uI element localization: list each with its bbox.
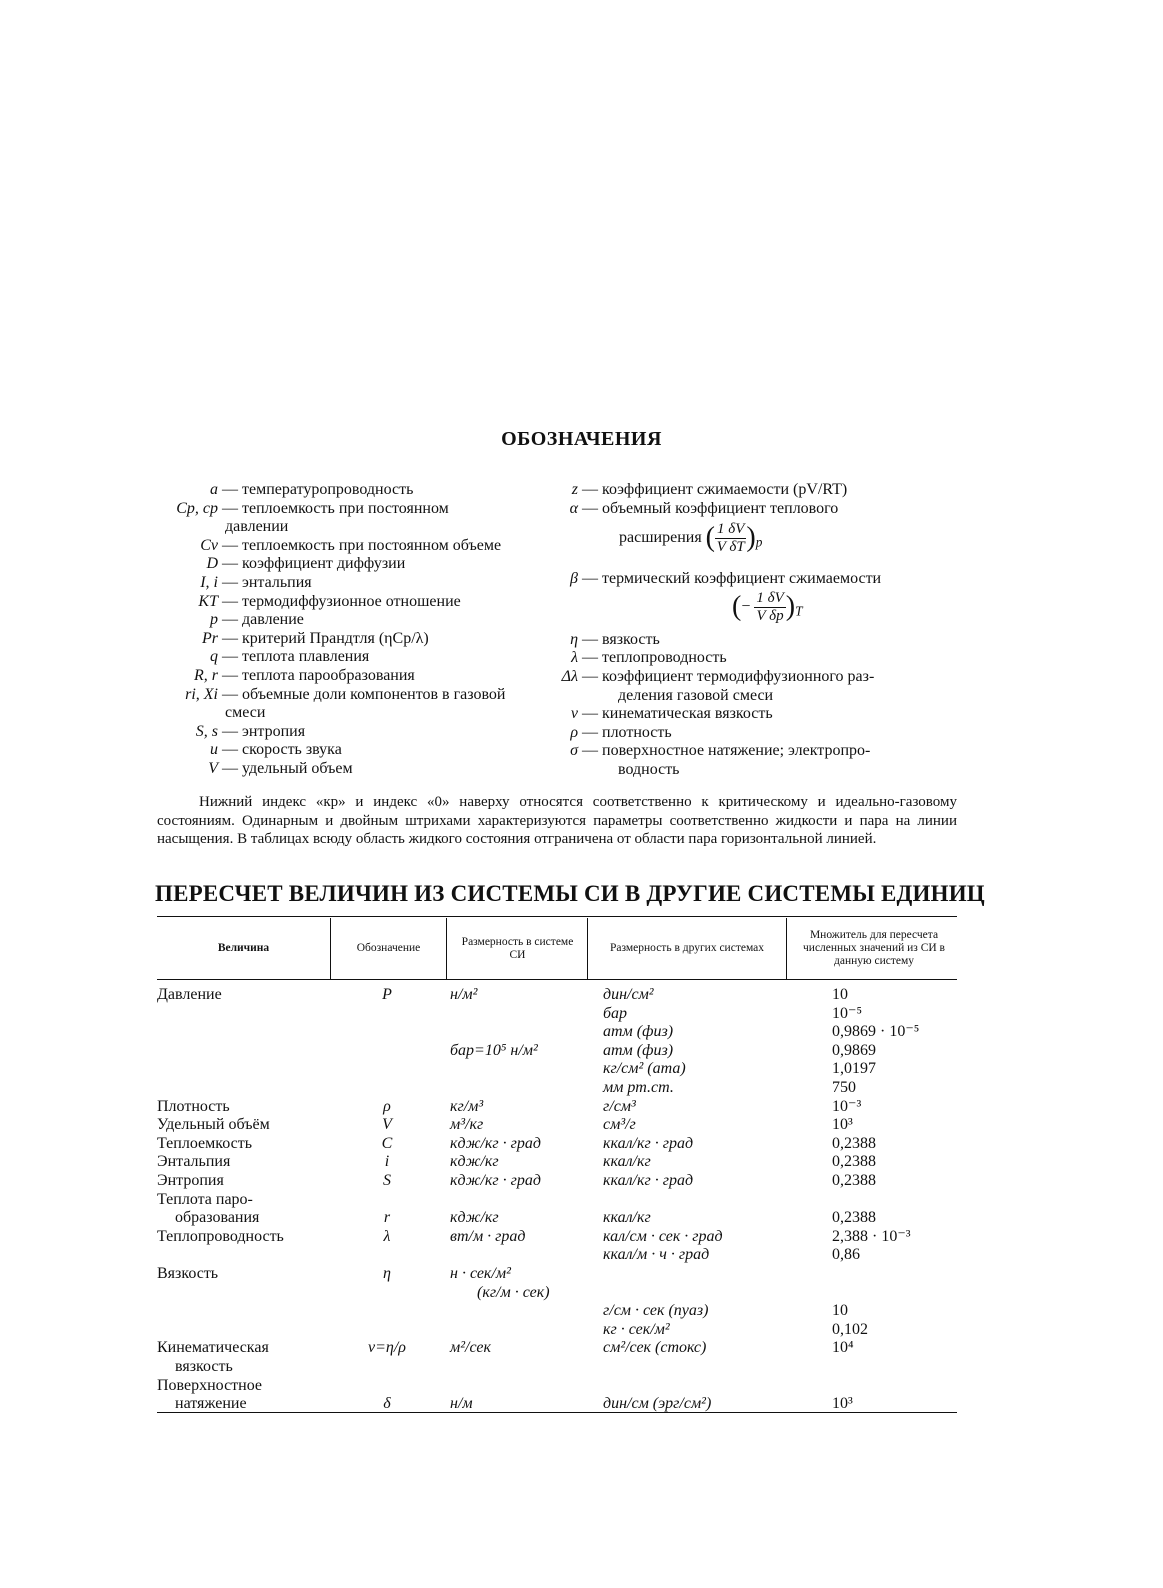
table-cell-f: 10³ [832,1116,853,1134]
table-header-cell: Множитель для пересчета численных значений из СИ в данную систему [803,929,945,967]
table-cell-q: Поверхностное [157,1376,263,1394]
table-cell-other: бар [603,1004,628,1022]
notation-item: Cp, cp — теплоемкость при постоянном [176,499,449,517]
notation-paragraph: Нижний индекс «кр» и индекс «0» наверху относятся соответственно к критическому и идеально-газовому состояниям. Одинарным и двойным штрихами характеризуются параметры соответственно жидкости и пара на линии насыщения. В таблицах всюду область жидкого состояния отграничена от области пара горизонтальной линией. [157,794,957,848]
table-cell-other: атм (физ) [603,1041,674,1059]
notation-item: ρ — плотность [570,724,672,741]
table-cell-si: вт/м · град [450,1227,526,1245]
conversion-title: ПЕРЕСЧЕТ ВЕЛИЧИН ИЗ СИСТЕМЫ СИ В ДРУГИЕ СИСТЕМЫ ЕДИНИЦ [155,881,985,906]
table-row [157,1135,957,1154]
table-row [157,1302,957,1321]
table-cell-f: 0,2388 [832,1172,876,1189]
table-cell-q: Кинематическая [157,1339,269,1357]
table-row [157,1191,957,1210]
table-cell-si: кдж/кг [450,1153,499,1171]
notation-item: KT — термодиффузионное отношение [198,592,461,610]
notation-item: V — удельный объем [208,760,353,777]
notation-formula: расширения ( $\frac{1 \delta V}{\text{V δT}}$ )$_p$ [619,521,763,555]
table-cell-f: 10³ [832,1395,853,1413]
table-cell-other: мм рт.ст. [603,1079,674,1096]
notation-item: деления газовой смеси [618,687,774,704]
table-cell-f: 0,2388 [832,1209,876,1227]
table-cell-f: 10 [832,986,848,1003]
table-cell-q: Энтропия [157,1172,224,1189]
table-cell-other: ккал/м · ч · град [603,1246,710,1264]
notation-item: I, i — энтальпия [200,574,312,591]
table-row [157,1265,957,1284]
table-cell-f: 10⁻⁵ [832,1004,863,1022]
notation-item: смеси [225,704,266,722]
table-row [157,1098,957,1117]
table-row [157,1005,957,1024]
table-divider [587,918,588,979]
table-cell-q: Теплоемкость [157,1134,252,1152]
table-cell-si: бар=10⁵ н/м² [450,1041,538,1059]
notation-item: Pr — критерий Прандтля (ηCp/λ) [202,629,429,647]
table-cell-other: ккал/кг · град [603,1172,694,1189]
table-row [157,1321,957,1340]
table-cell-s: δ [383,1395,391,1413]
table-cell-other: г/см³ [603,1097,636,1115]
notation-item: ν — кинематическая вязкость [570,705,773,722]
table-top-rule [157,916,957,917]
table-header-cell: Размерность в системе СИ [461,935,574,961]
table-cell-q: Теплота паро- [157,1190,253,1208]
table-cell-other: кг · сек/м² [603,1320,670,1338]
table-row [157,1377,957,1396]
table-cell-q: Удельный объём [157,1116,270,1134]
table-cell-si: н/м² [450,986,478,1003]
table-cell-other: ккал/кг · град [603,1134,694,1152]
table-cell-other: ккал/кг [603,1153,651,1171]
table-cell-s: C [381,1134,393,1152]
table-cell-other: ккал/кг [603,1209,651,1227]
table-row [157,1284,957,1303]
table-cell-si: м²/сек [450,1339,491,1357]
notation-item: S, s — энтропия [195,722,306,740]
notation-item: R, r — теплота парообразования [194,667,415,684]
table-cell-s: S [383,1172,391,1189]
table-cell-si: кдж/кг · град [450,1134,541,1152]
table-cell-other: дин/см (эрг/см²) [603,1395,712,1413]
table-row [157,1060,957,1079]
notation-item: σ — поверхностное натяжение; электропро- [570,742,871,759]
notation-item: a — температуропроводность [210,481,414,498]
table-cell-other: г/см · сек (пуаз) [603,1302,709,1320]
table-cell-s: ρ [383,1097,391,1115]
notation-item: Δλ — коэффициент термодиффузионного раз- [561,668,875,685]
table-cell-other: кал/см · сек · град [603,1227,723,1245]
notation-item: η — вязкость [570,631,660,648]
table-divider [786,918,787,979]
table-cell-f: 0,9869 · 10⁻⁵ [832,1023,920,1041]
table-cell-f: 0,2388 [832,1153,876,1171]
table-cell-s: λ [383,1227,391,1245]
table-cell-q: образования [175,1209,260,1227]
table-cell-s: V [382,1116,392,1134]
table-cell-s: P [382,986,392,1003]
table-cell-q: Вязкость [157,1265,219,1282]
table-cell-f: 0,102 [832,1320,868,1338]
table-cell-f: 0,2388 [832,1134,876,1152]
notation-item: z — коэффициент сжимаемости (pV/RT) [571,481,848,498]
table-row [157,1172,957,1191]
table-header-cell: Величина [217,942,270,954]
notation-title: ОБОЗНАЧЕНИЯ [501,428,662,450]
notation-item: Cv — теплоемкость при постоянном объеме [200,536,502,554]
table-cell-q: Теплопроводность [157,1227,284,1245]
table-row [157,1209,957,1228]
table-row [157,986,957,1005]
table-cell-si: кг/м³ [450,1097,484,1115]
notation-item: D — коэффициент диффузии [206,555,406,573]
table-row [157,1358,957,1377]
notation-item: α — объемный коэффициент теплового [569,500,839,517]
table-cell-f: 0,9869 [832,1041,876,1059]
table-cell-other: атм (физ) [603,1023,674,1041]
table-row [157,1153,957,1172]
table-cell-f: 750 [832,1079,856,1096]
table-row [157,1395,957,1414]
table-cell-other: дин/см² [603,986,654,1003]
table-cell-si: кдж/кг · град [450,1172,541,1189]
table-cell-s: i [384,1153,390,1171]
table-cell-q: Энтальпия [157,1153,231,1171]
notation-formula: (− $\frac{1 \delta V}{\text{V δp}}$ )$_T$ [732,590,803,624]
table-row [157,1339,957,1358]
notation-item: u — скорость звука [210,741,342,759]
table-cell-f: 10 [832,1302,848,1320]
table-cell-q: натяжение [175,1395,247,1413]
table-cell-f: 10⁴ [832,1339,854,1357]
notation-item: p — давление [210,611,304,629]
table-cell-f: 10⁻³ [832,1097,862,1115]
table-cell-si: (кг/м · сек) [477,1283,550,1301]
table-cell-other: кг/см² (ата) [603,1060,686,1078]
table-row [157,1023,957,1042]
table-cell-other: см²/сек (стокс) [603,1339,707,1357]
table-row [157,1228,957,1247]
table-cell-si: н · сек/м² [450,1265,511,1282]
table-divider [446,918,447,979]
table-row [157,1246,957,1265]
notation-item: λ — теплопроводность [571,649,727,666]
table-cell-s: ν=η/ρ [368,1339,406,1357]
table-header-rule [157,979,957,980]
table-cell-q: вязкость [175,1358,233,1375]
table-cell-other: см³/г [603,1116,636,1134]
table-header-cell: Обозначение [356,942,421,954]
notation-item: β — термический коэффициент сжимаемости [570,570,882,587]
notation-item: q — теплота плавления [210,648,370,666]
table-cell-q: Плотность [157,1097,230,1115]
table-cell-q: Давление [157,986,222,1003]
table-header-cell: Размерность в других системах [610,942,764,954]
notation-item: давлении [225,518,289,536]
table-cell-f: 2,388 · 10⁻³ [832,1227,911,1245]
table-cell-s: r [383,1209,391,1227]
table-row [157,1116,957,1135]
table-cell-f: 1,0197 [832,1060,876,1078]
table-cell-si: м³/кг [450,1116,484,1134]
table-row [157,1042,957,1061]
notation-item: водность [618,761,680,778]
table-row [157,1079,957,1098]
table-cell-s: η [383,1265,391,1282]
table-cell-si: кдж/кг [450,1209,499,1227]
table-cell-f: 0,86 [832,1246,860,1264]
notation-item: ri, Xi — объемные доли компонентов в газовой [185,685,506,703]
table-cell-si: н/м [450,1395,473,1413]
